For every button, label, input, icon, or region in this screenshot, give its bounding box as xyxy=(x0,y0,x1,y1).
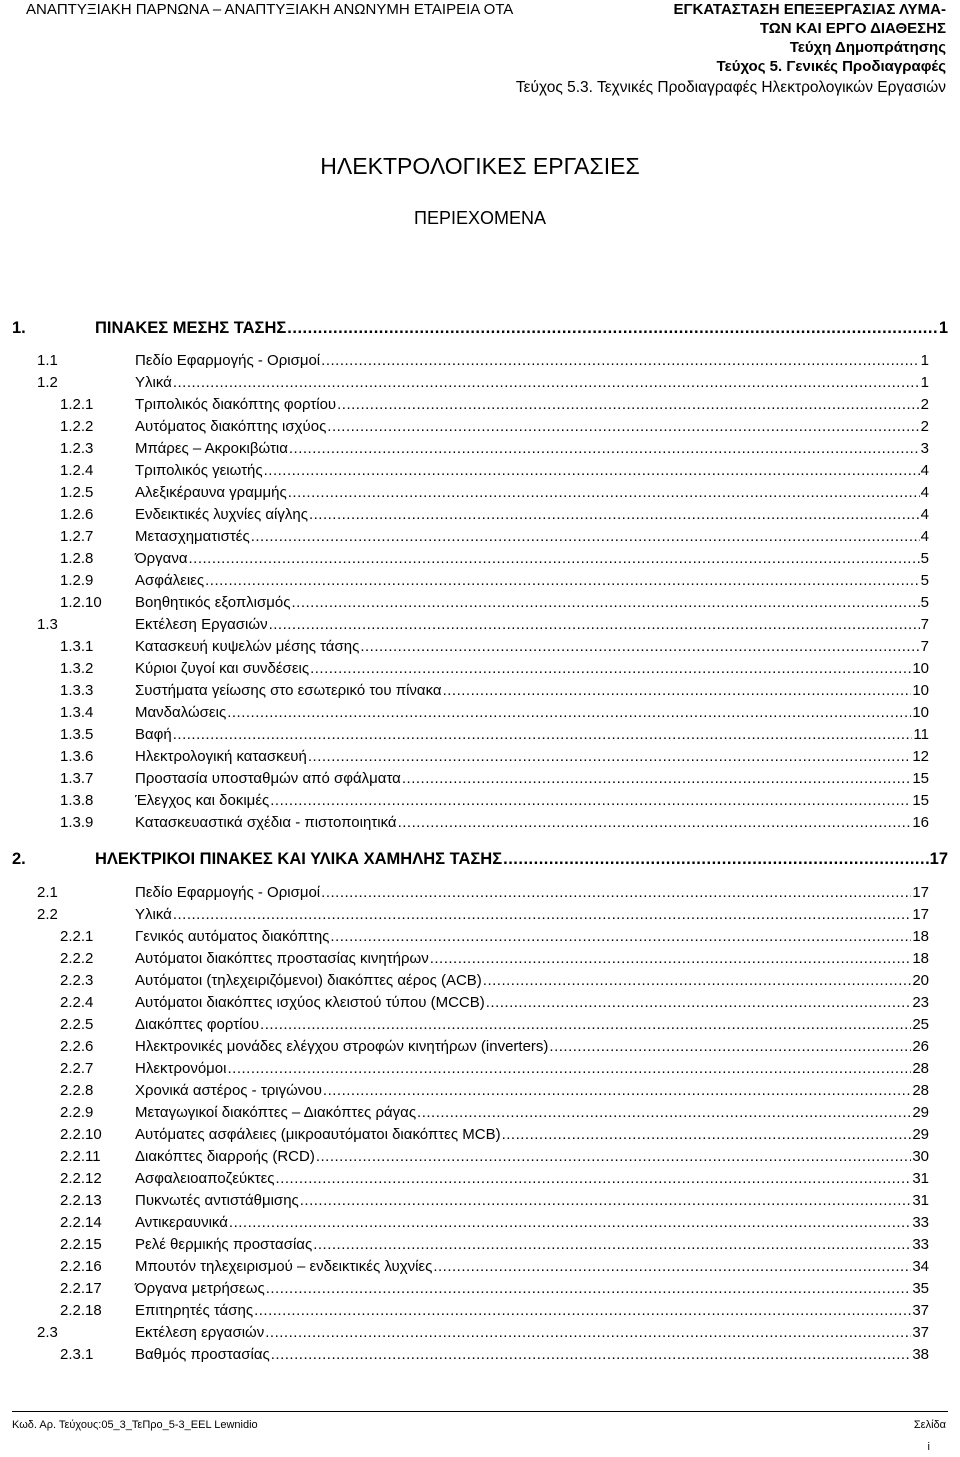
toc-entry[interactable] xyxy=(60,396,929,416)
toc-entry[interactable] xyxy=(37,1324,929,1344)
toc-entry-title: Όργανα xyxy=(135,550,188,567)
header-right-line1: ΕΓΚΑΤΑΣΤΑΣΗ ΕΠΕΞΕΡΓΑΣΙΑΣ ΛΥΜΑ- xyxy=(673,1,946,18)
toc-dot-leader xyxy=(330,928,911,945)
toc-entry-page: 17 xyxy=(912,906,929,923)
toc-dot-leader xyxy=(271,1346,912,1363)
toc-dot-leader xyxy=(327,418,919,435)
toc-entry-page: 5 xyxy=(920,594,929,611)
toc-entry-page: 20 xyxy=(912,972,929,989)
footer-page-label: Σελίδα xyxy=(913,1419,946,1431)
toc-entry-title: Αυτόματες ασφάλειες (μικροαυτόματοι διακόπτες MCB) xyxy=(135,1126,501,1143)
toc-dot-leader xyxy=(502,1126,912,1143)
toc-entry-page: 15 xyxy=(912,770,929,787)
toc-entry-title: Ασφαλειοαποζεύκτες xyxy=(135,1170,275,1187)
toc-dot-leader xyxy=(323,1082,911,1099)
toc-entry-number: 2.1 xyxy=(37,884,58,901)
toc-entry[interactable] xyxy=(60,638,929,658)
toc-entry-number: 1.3.3 xyxy=(60,682,94,699)
toc-entry[interactable] xyxy=(60,550,929,570)
toc-entry-title: Κατασκευαστικά σχέδια - πιστοποιητικά xyxy=(135,814,397,831)
toc-entry-page: 18 xyxy=(912,950,929,967)
toc-entry-number: 1.3.7 xyxy=(60,770,94,787)
toc-entry-number: 2.3 xyxy=(37,1324,58,1341)
toc-dot-leader xyxy=(288,484,920,501)
toc-entry[interactable] xyxy=(60,682,929,702)
toc-entry-title: Χρονικά αστέρος - τριγώνου xyxy=(135,1082,322,1099)
toc-entry[interactable] xyxy=(37,352,929,372)
toc-entry-number: 2.2.3 xyxy=(60,972,94,989)
toc-entry-page: 5 xyxy=(920,572,929,589)
toc-entry-number: 2.2.18 xyxy=(60,1302,102,1319)
toc-entry-title: Ηλεκτρολογική κατασκευή xyxy=(135,748,307,765)
toc-entry-page: 31 xyxy=(912,1170,929,1187)
toc-entry-number: 1. xyxy=(12,319,26,337)
toc-entry[interactable] xyxy=(60,994,929,1014)
toc-entry[interactable] xyxy=(60,1302,929,1322)
toc-dot-leader xyxy=(266,1280,912,1297)
toc-entry-page: 10 xyxy=(912,682,929,699)
toc-entry-page: 34 xyxy=(912,1258,929,1275)
toc-entry-title: ΗΛΕΚΤΡΙΚΟΙ ΠΙΝΑΚΕΣ ΚΑΙ ΥΛΙΚΑ ΧΑΜΗΛΗΣ ΤΑΣΗΣ xyxy=(95,850,503,868)
toc-entry[interactable] xyxy=(60,1082,929,1102)
toc-entry[interactable] xyxy=(60,528,929,548)
toc-entry-number: 2.2.10 xyxy=(60,1126,102,1143)
toc-entry-number: 2. xyxy=(12,850,26,868)
toc-dot-leader xyxy=(205,572,920,589)
toc-entry-title: Αλεξικέραυνα γραμμής xyxy=(135,484,287,501)
toc-entry-page: 17 xyxy=(912,884,929,901)
toc-dot-leader xyxy=(287,319,938,338)
toc-dot-leader xyxy=(503,850,929,869)
toc-entry-page: 29 xyxy=(912,1126,929,1143)
toc-entry[interactable] xyxy=(60,484,929,504)
toc-entry-title: Πεδίο Εφαρμογής - Ορισμοί xyxy=(135,352,321,369)
toc-entry-page: 4 xyxy=(920,528,929,545)
toc-dot-leader xyxy=(310,660,911,677)
toc-entry-page: 5 xyxy=(920,550,929,567)
toc-entry[interactable] xyxy=(60,1346,929,1366)
toc-entry-number: 1.3.2 xyxy=(60,660,94,677)
toc-entry-title: Βαφή xyxy=(135,726,172,743)
toc-dot-leader xyxy=(270,792,911,809)
toc-entry-title: Εκτέλεση εργασιών xyxy=(135,1324,265,1341)
toc-entry-number: 1.2.6 xyxy=(60,506,94,523)
toc-entry-title: Συστήματα γείωσης στο εσωτερικό του πίνακα xyxy=(135,682,442,699)
toc-entry-title: Μετασχηματιστές xyxy=(135,528,250,545)
toc-entry[interactable] xyxy=(60,418,929,438)
toc-entry[interactable] xyxy=(60,1258,929,1278)
toc-entry-page: 10 xyxy=(912,704,929,721)
toc-dot-leader xyxy=(417,1104,911,1121)
toc-dot-leader xyxy=(402,770,911,787)
toc-entry-title: Ηλεκτρονόμοι xyxy=(135,1060,227,1077)
toc-entry-page: 3 xyxy=(920,440,929,457)
toc-entry[interactable] xyxy=(60,748,929,768)
toc-entry-page: 37 xyxy=(912,1302,929,1319)
toc-entry[interactable] xyxy=(60,792,929,812)
toc-entry[interactable] xyxy=(60,726,929,746)
toc-entry[interactable] xyxy=(60,950,929,970)
toc-entry-title: Αντικεραυνικά xyxy=(135,1214,228,1231)
toc-dot-leader xyxy=(265,1324,911,1341)
toc-entry[interactable] xyxy=(60,1104,929,1124)
toc-entry[interactable] xyxy=(37,884,929,904)
toc-dot-leader xyxy=(251,528,920,545)
toc-entry-title: Επιτηρητές τάσης xyxy=(135,1302,254,1319)
toc-entry-page: 37 xyxy=(912,1324,929,1341)
toc-entry-page: 2 xyxy=(920,396,929,413)
toc-dot-leader xyxy=(443,682,912,699)
toc-entry-page: 10 xyxy=(912,660,929,677)
toc-entry-page: 31 xyxy=(912,1192,929,1209)
toc-entry-number: 1.2.8 xyxy=(60,550,94,567)
toc-entry-number: 2.2.8 xyxy=(60,1082,94,1099)
footer-divider xyxy=(12,1411,948,1412)
toc-entry-title: Εκτέλεση Εργασιών xyxy=(135,616,268,633)
toc-entry-page: 2 xyxy=(920,418,929,435)
toc-entry-title: Βαθμός προστασίας xyxy=(135,1346,270,1363)
toc-dot-leader xyxy=(173,726,913,743)
toc-entry[interactable] xyxy=(60,770,929,790)
toc-entry-page: 18 xyxy=(912,928,929,945)
toc-entry-page: 7 xyxy=(920,616,929,633)
toc-entry-page: 26 xyxy=(912,1038,929,1055)
toc-entry-page: 7 xyxy=(920,638,929,655)
toc-entry-page: 4 xyxy=(920,506,929,523)
toc-entry-title: Αυτόματοι (τηλεχειριζόμενοι) διακόπτες αέρος (ACB) xyxy=(135,972,482,989)
header-right-line3: Τεύχη Δημοπράτησης xyxy=(789,39,946,56)
toc-entry-page: 15 xyxy=(912,792,929,809)
toc-entry-page: 1 xyxy=(920,352,929,369)
toc-entry-title: Ασφάλειες xyxy=(135,572,205,589)
toc-entry[interactable] xyxy=(60,928,929,948)
toc-entry-number: 1.3.5 xyxy=(60,726,94,743)
toc-entry-title: Διακόπτες φορτίου xyxy=(135,1016,260,1033)
toc-entry[interactable] xyxy=(60,1214,929,1234)
toc-dot-leader xyxy=(173,906,911,923)
toc-entry-title: Μεταγωγικοί διακόπτες – Διακόπτες ράγας xyxy=(135,1104,417,1121)
toc-entry[interactable] xyxy=(60,1148,929,1168)
toc-entry[interactable] xyxy=(12,319,948,343)
toc-dot-leader xyxy=(227,704,911,721)
toc-entry-title: Τριπολικός διακόπτης φορτίου xyxy=(135,396,337,413)
toc-entry-number: 2.2.14 xyxy=(60,1214,102,1231)
footer-document-code: Κωδ. Αρ. Τεύχους:05_3_ΤεΠρο_5-3_EEL Lewnidio xyxy=(12,1419,258,1431)
toc-entry-number: 1.2.3 xyxy=(60,440,94,457)
toc-entry-title: Γενικός αυτόματος διακόπτης xyxy=(135,928,330,945)
toc-entry-number: 1.3.9 xyxy=(60,814,94,831)
toc-entry-number: 1.2.4 xyxy=(60,462,94,479)
toc-entry-title: Υλικά xyxy=(135,906,172,923)
toc-dot-leader xyxy=(337,396,920,413)
toc-entry-title: Αυτόματοι διακόπτες προστασίας κινητήρων xyxy=(135,950,429,967)
toc-entry-number: 1.2.5 xyxy=(60,484,94,501)
toc-dot-leader xyxy=(269,616,920,633)
toc-entry-number: 1.3.6 xyxy=(60,748,94,765)
toc-entry-page: 16 xyxy=(912,814,929,831)
toc-entry[interactable] xyxy=(37,616,929,636)
toc-entry-page: 4 xyxy=(920,462,929,479)
toc-entry-number: 2.2.1 xyxy=(60,928,94,945)
page-title: ΗΛΕΚΤΡΟΛΟΓΙΚΕΣ ΕΡΓΑΣΙΕΣ xyxy=(320,153,640,179)
toc-entry-number: 1.2.7 xyxy=(60,528,94,545)
toc-dot-leader xyxy=(321,884,911,901)
toc-dot-leader xyxy=(316,1148,911,1165)
toc-entry[interactable] xyxy=(60,814,929,834)
toc-dot-leader xyxy=(398,814,912,831)
toc-entry[interactable] xyxy=(60,972,929,992)
toc-entry[interactable] xyxy=(60,572,929,592)
toc-entry-number: 1.2 xyxy=(37,374,58,391)
toc-entry[interactable] xyxy=(60,1060,929,1080)
toc-entry-title: Όργανα μετρήσεως xyxy=(135,1280,265,1297)
toc-entry[interactable] xyxy=(60,1192,929,1212)
toc-entry-title: Έλεγχος και δοκιμές xyxy=(135,792,270,809)
toc-entry-number: 2.2.4 xyxy=(60,994,94,1011)
toc-entry[interactable] xyxy=(37,374,929,394)
toc-entry[interactable] xyxy=(60,1038,929,1058)
toc-dot-leader xyxy=(360,638,919,655)
toc-entry-title: Μπουτόν τηλεχειρισμού – ενδεικτικές λυχνίες xyxy=(135,1258,433,1275)
header-right-line2: ΤΩΝ ΚΑΙ ΕΡΓΟ ΔΙΑΘΕΣΗΣ xyxy=(759,20,946,37)
toc-dot-leader xyxy=(254,1302,911,1319)
toc-entry-title: Μπάρες – Ακροκιβώτια xyxy=(135,440,288,457)
toc-entry-number: 1.3.4 xyxy=(60,704,94,721)
toc-dot-leader xyxy=(227,1060,911,1077)
toc-entry-title: Υλικά xyxy=(135,374,172,391)
header-left: ΑΝΑΠΤΥΞΙΑΚΗ ΠΑΡΝΩΝΑ – ΑΝΑΠΤΥΞΙΑΚΗ ΑΝΩΝΥΜΗ ΕΤΑΙΡΕΙΑ ΟΤΑ xyxy=(26,1,514,18)
toc-entry-page: 11 xyxy=(913,726,929,743)
toc-entry-number: 2.2.7 xyxy=(60,1060,94,1077)
toc-entry-title: Κύριοι ζυγοί και συνδέσεις xyxy=(135,660,310,677)
toc-entry-number: 2.2.16 xyxy=(60,1258,102,1275)
toc-entry-number: 1.2.9 xyxy=(60,572,94,589)
toc-entry-page: 1 xyxy=(938,319,948,337)
toc-dot-leader xyxy=(264,462,920,479)
toc-entry[interactable] xyxy=(60,1280,929,1300)
toc-entry-number: 2.2.12 xyxy=(60,1170,102,1187)
toc-entry-number: 2.2.15 xyxy=(60,1236,102,1253)
toc-entry-number: 2.2 xyxy=(37,906,58,923)
toc-entry-number: 2.2.11 xyxy=(60,1148,101,1165)
toc-entry-title: Μανδαλώσεις xyxy=(135,704,227,721)
toc-dot-leader xyxy=(321,352,920,369)
toc-dot-leader xyxy=(173,374,920,391)
toc-entry-title: Ρελέ θερμικής προστασίας xyxy=(135,1236,313,1253)
contents-title: ΠΕΡΙΕΧΟΜΕΝΑ xyxy=(413,208,547,228)
toc-entry[interactable] xyxy=(60,506,929,526)
toc-entry-number: 2.2.6 xyxy=(60,1038,94,1055)
toc-entry-page: 28 xyxy=(912,1060,929,1077)
toc-entry[interactable] xyxy=(12,850,948,874)
toc-entry[interactable] xyxy=(60,1016,929,1036)
toc-entry-number: 2.2.13 xyxy=(60,1192,102,1209)
toc-entry-number: 2.2.17 xyxy=(60,1280,102,1297)
toc-entry-number: 1.2.1 xyxy=(60,396,94,413)
toc-entry-number: 1.3.1 xyxy=(60,638,94,655)
toc-entry-page: 12 xyxy=(912,748,929,765)
toc-entry[interactable] xyxy=(60,440,929,460)
toc-entry-page: 4 xyxy=(920,484,929,501)
toc-dot-leader xyxy=(189,550,920,567)
toc-entry-title: Κατασκευή κυψελών μέσης τάσης xyxy=(135,638,360,655)
toc-entry-page: 38 xyxy=(912,1346,929,1363)
toc-dot-leader xyxy=(289,440,920,457)
toc-entry-title: Προστασία υποσταθμών από σφάλματα xyxy=(135,770,401,787)
toc-entry-number: 2.2.5 xyxy=(60,1016,94,1033)
toc-entry-number: 1.3.8 xyxy=(60,792,94,809)
toc-entry-number: 2.2.2 xyxy=(60,950,94,967)
toc-entry-page: 23 xyxy=(912,994,929,1011)
toc-entry[interactable] xyxy=(60,660,929,680)
toc-entry-number: 1.2.2 xyxy=(60,418,94,435)
toc-entry-number: 1.3 xyxy=(37,616,58,633)
toc-entry-title: Βοηθητικός εξοπλισμός xyxy=(135,594,291,611)
toc-dot-leader xyxy=(308,748,911,765)
toc-entry-page: 25 xyxy=(912,1016,929,1033)
toc-entry-page: 17 xyxy=(929,850,948,868)
toc-dot-leader xyxy=(313,1236,911,1253)
toc-entry[interactable] xyxy=(60,1170,929,1190)
toc-entry-title: Ενδεικτικές λυχνίες αίγλης xyxy=(135,506,308,523)
toc-entry-page: 33 xyxy=(912,1214,929,1231)
toc-entry[interactable] xyxy=(60,462,929,482)
toc-entry-page: 29 xyxy=(912,1104,929,1121)
toc-dot-leader xyxy=(260,1016,911,1033)
toc-dot-leader xyxy=(309,506,920,523)
toc-entry[interactable] xyxy=(60,1236,929,1256)
toc-dot-leader xyxy=(549,1038,911,1055)
toc-entry-page: 30 xyxy=(912,1148,929,1165)
toc-entry-title: Αυτόματοι διακόπτες ισχύος κλειστού τύπου (MCCB) xyxy=(135,994,485,1011)
header-right-line4: Τεύχος 5. Γενικές Προδιαγραφές xyxy=(716,58,946,75)
toc-dot-leader xyxy=(291,594,919,611)
toc-entry[interactable] xyxy=(60,594,929,614)
toc-entry-number: 1.1 xyxy=(37,352,58,369)
toc-entry-page: 35 xyxy=(912,1280,929,1297)
toc-entry-title: Διακόπτες διαρροής (RCD) xyxy=(135,1148,315,1165)
toc-entry[interactable] xyxy=(60,704,929,724)
toc-entry-title: Τριπολικός γειωτής xyxy=(135,462,263,479)
toc-entry-title: Πυκνωτές αντιστάθμισης xyxy=(135,1192,299,1209)
toc-entry-title: Αυτόματος διακόπτης ισχύος xyxy=(135,418,327,435)
toc-entry-page: 33 xyxy=(912,1236,929,1253)
footer-page-number: i xyxy=(927,1441,930,1453)
toc-dot-leader xyxy=(430,950,912,967)
toc-entry-page: 1 xyxy=(920,374,929,391)
toc-entry-title: Ηλεκτρονικές μονάδες ελέγχου στροφών κινητήρων (inverters) xyxy=(135,1038,549,1055)
toc-entry-number: 1.2.10 xyxy=(60,594,102,611)
toc-dot-leader xyxy=(229,1214,911,1231)
toc-dot-leader xyxy=(483,972,912,989)
toc-dot-leader xyxy=(433,1258,911,1275)
toc-dot-leader xyxy=(486,994,912,1011)
header-subtitle: Τεύχος 5.3. Τεχνικές Προδιαγραφές Ηλεκτρολογικών Εργασιών xyxy=(515,79,946,96)
toc-entry-page: 28 xyxy=(912,1082,929,1099)
toc-dot-leader xyxy=(300,1192,912,1209)
toc-entry[interactable] xyxy=(37,906,929,926)
toc-entry-title: ΠΙΝΑΚΕΣ ΜΕΣΗΣ ΤΑΣΗΣ xyxy=(95,319,287,337)
toc-entry-title: Πεδίο Εφαρμογής - Ορισμοί xyxy=(135,884,321,901)
toc-dot-leader xyxy=(276,1170,912,1187)
toc-entry-number: 2.3.1 xyxy=(60,1346,94,1363)
toc-entry-number: 2.2.9 xyxy=(60,1104,94,1121)
toc-entry[interactable] xyxy=(60,1126,929,1146)
